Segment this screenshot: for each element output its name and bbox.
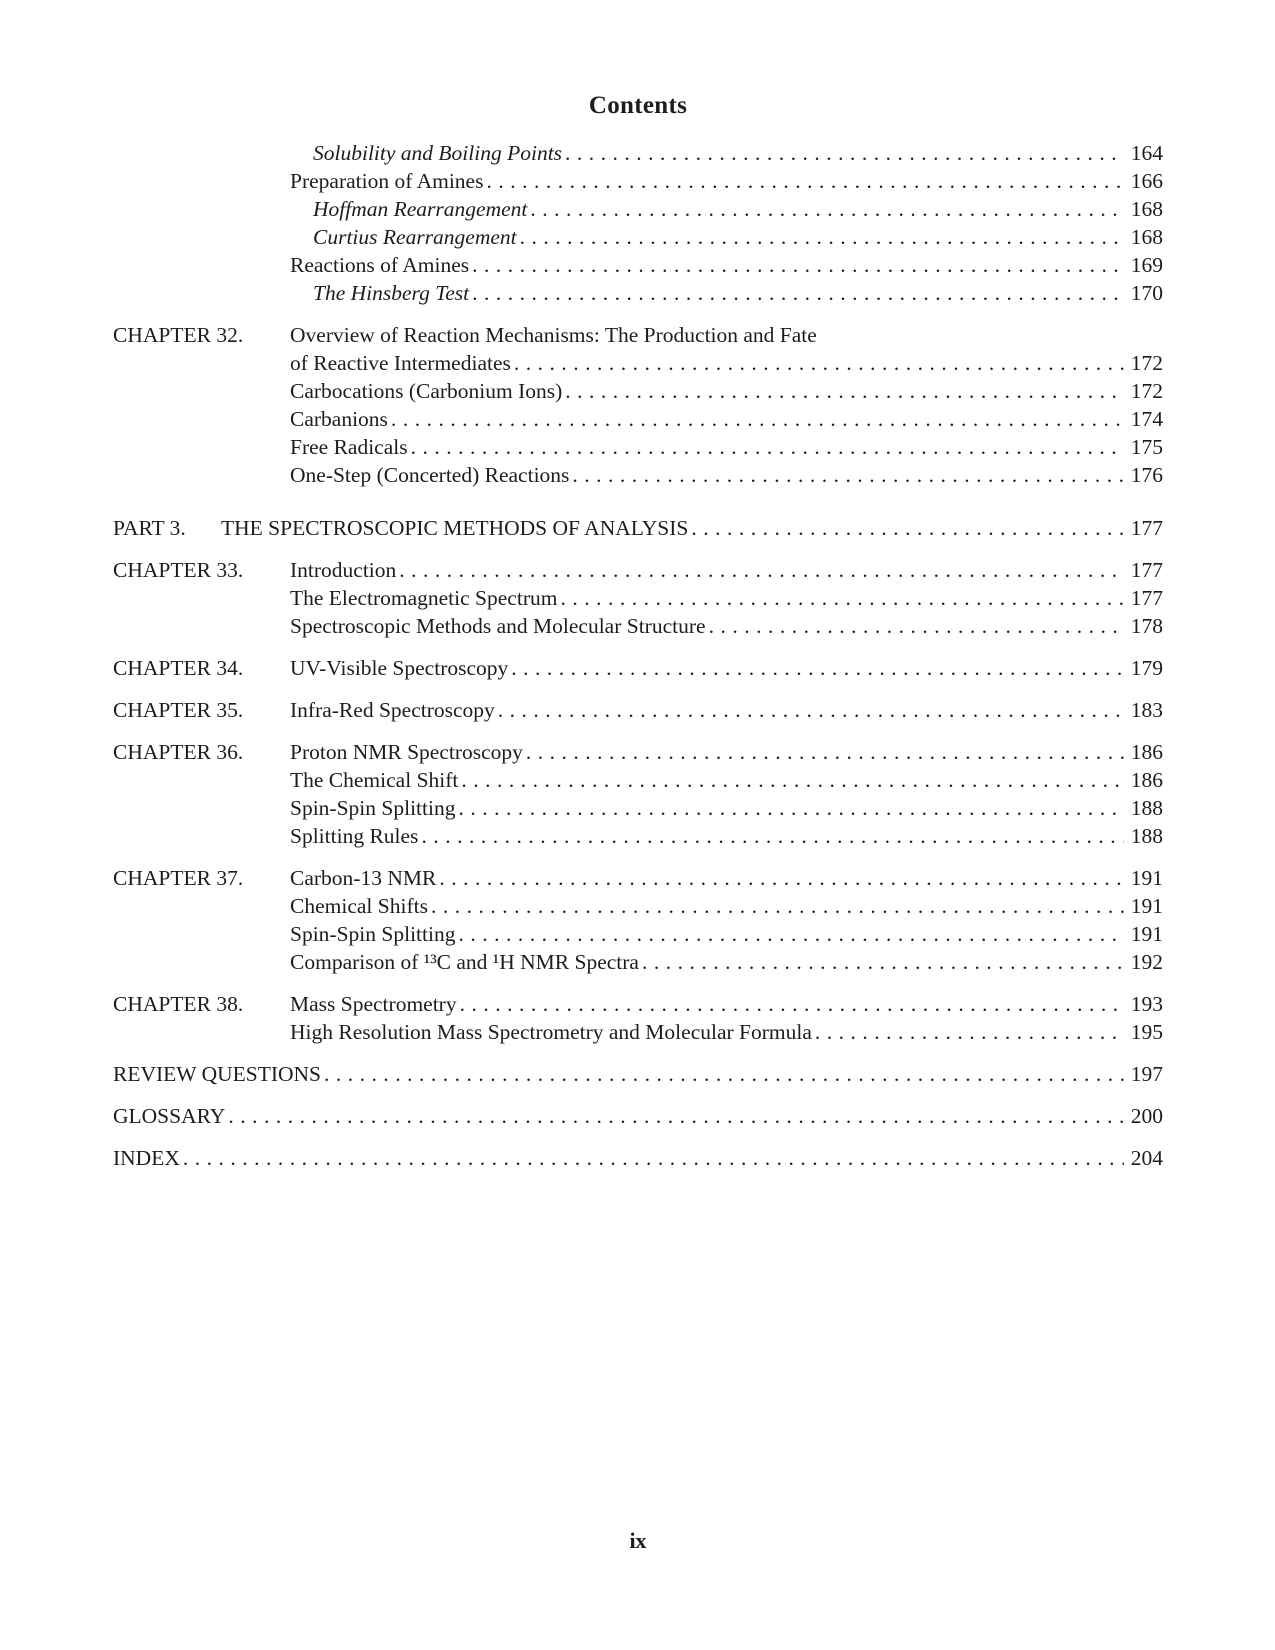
entry-page: 179 <box>1130 656 1163 680</box>
entry-page: 172 <box>1130 351 1163 375</box>
entry-title: Carbocations (Carbonium Ions) <box>290 379 563 403</box>
entry-title: Solubility and Boiling Points <box>313 141 563 165</box>
dot-leader <box>815 1018 1124 1046</box>
dot-leader <box>691 514 1123 542</box>
dot-leader <box>526 738 1124 766</box>
entry-title: Preparation of Amines <box>290 169 484 193</box>
toc-row <box>113 1102 1163 1130</box>
page-number: ix <box>629 1528 647 1553</box>
chapter-label: CHAPTER 34. <box>113 656 244 680</box>
entry-title: Reactions of Amines <box>290 253 470 277</box>
entry-page: 192 <box>1130 950 1163 974</box>
entry-page: 177 <box>1130 558 1163 582</box>
entry-title: of Reactive Intermediates <box>290 351 511 375</box>
toc-row <box>113 556 1163 584</box>
toc-row <box>113 433 1163 461</box>
toc-row <box>113 920 1163 948</box>
toc-row <box>113 1144 1163 1172</box>
dot-leader <box>431 892 1124 920</box>
dot-leader <box>530 195 1123 223</box>
entry-page: 186 <box>1130 768 1163 792</box>
chapter-label: CHAPTER 35. <box>113 698 244 722</box>
toc-row <box>113 405 1163 433</box>
entry-title: Spin-Spin Splitting <box>290 796 456 820</box>
entry-page: 168 <box>1130 225 1163 249</box>
toc-row <box>113 139 1163 167</box>
toc-row <box>113 892 1163 920</box>
dot-leader <box>565 139 1124 167</box>
entry-page: 177 <box>1130 516 1163 540</box>
toc-row <box>113 349 1163 377</box>
entry-page: 168 <box>1130 197 1163 221</box>
dot-leader <box>572 461 1123 489</box>
entry-title: One-Step (Concerted) Reactions <box>290 463 570 487</box>
entry-title: The Hinsberg Test <box>313 281 470 305</box>
chapter-label: CHAPTER 37. <box>113 866 244 890</box>
dot-leader <box>324 1060 1124 1088</box>
dot-leader <box>472 279 1124 307</box>
entry-title: UV-Visible Spectroscopy <box>290 656 509 680</box>
entry-page: 177 <box>1130 586 1163 610</box>
dot-leader <box>458 794 1123 822</box>
entry-page: 186 <box>1130 740 1163 764</box>
entry-page: 204 <box>1130 1146 1163 1170</box>
entry-title: Infra-Red Spectroscopy <box>290 698 495 722</box>
toc-row <box>113 794 1163 822</box>
entry-page: 172 <box>1130 379 1163 403</box>
entry-page: 176 <box>1130 463 1163 487</box>
dot-leader <box>514 349 1124 377</box>
page-title: Contents <box>588 92 688 119</box>
entry-page: 170 <box>1130 281 1163 305</box>
dot-leader <box>565 377 1123 405</box>
dot-leader <box>498 696 1124 724</box>
toc-row <box>113 654 1163 682</box>
dot-leader <box>642 948 1124 976</box>
toc-row <box>113 766 1163 794</box>
dot-leader <box>183 1144 1124 1172</box>
chapter-label: PART 3. <box>113 516 186 540</box>
toc-row <box>113 461 1163 489</box>
toc-row <box>113 223 1163 251</box>
dot-leader <box>520 223 1124 251</box>
entry-page: 188 <box>1130 796 1163 820</box>
toc-row <box>113 822 1163 850</box>
toc-row <box>113 321 1163 349</box>
entry-page: 166 <box>1130 169 1163 193</box>
dot-leader <box>458 920 1123 948</box>
entry-page: 191 <box>1130 894 1163 918</box>
entry-title: Curtius Rearrangement <box>313 225 517 249</box>
entry-page: 195 <box>1130 1020 1163 1044</box>
dot-leader <box>709 612 1124 640</box>
entry-page: 174 <box>1130 407 1163 431</box>
toc-row <box>113 584 1163 612</box>
dot-leader <box>391 405 1124 433</box>
toc-row <box>113 514 1163 542</box>
entry-title: INDEX <box>113 1146 180 1170</box>
entry-title: Spin-Spin Splitting <box>290 922 456 946</box>
chapter-label: CHAPTER 33. <box>113 558 244 582</box>
entry-page: 164 <box>1130 141 1163 165</box>
dot-leader <box>399 556 1123 584</box>
dot-leader <box>228 1102 1123 1130</box>
entry-title: THE SPECTROSCOPIC METHODS OF ANALYSIS <box>221 516 689 540</box>
entry-page: 188 <box>1130 824 1163 848</box>
chapter-label: CHAPTER 38. <box>113 992 244 1016</box>
dot-leader <box>511 654 1123 682</box>
entry-title: Carbanions <box>290 407 388 431</box>
entry-title: Hoffman Rearrangement <box>313 197 528 221</box>
entry-title: Free Radicals <box>290 435 408 459</box>
chapter-label: CHAPTER 36. <box>113 740 244 764</box>
toc-row <box>113 696 1163 724</box>
toc-row <box>113 1060 1163 1088</box>
entry-title: Mass Spectrometry <box>290 992 457 1016</box>
toc-row <box>113 738 1163 766</box>
toc-row <box>113 864 1163 892</box>
entry-page: 200 <box>1130 1104 1163 1128</box>
dot-leader <box>411 433 1124 461</box>
entry-title: The Chemical Shift <box>290 768 459 792</box>
toc-row <box>113 251 1163 279</box>
dot-leader <box>560 584 1123 612</box>
dot-leader <box>461 766 1123 794</box>
entry-page: 169 <box>1130 253 1163 277</box>
toc-row <box>113 167 1163 195</box>
entry-title: High Resolution Mass Spectrometry and Molecular Formula <box>290 1020 812 1044</box>
entry-title: Chemical Shifts <box>290 894 428 918</box>
toc-row <box>113 1018 1163 1046</box>
entry-title: Splitting Rules <box>290 824 419 848</box>
dot-leader <box>460 990 1124 1018</box>
entry-title: GLOSSARY <box>113 1104 226 1128</box>
entry-title: Proton NMR Spectroscopy <box>290 740 523 764</box>
entry-title: The Electromagnetic Spectrum <box>290 586 558 610</box>
toc-row <box>113 612 1163 640</box>
entry-page: 191 <box>1130 866 1163 890</box>
dot-leader <box>472 251 1124 279</box>
chapter-label: CHAPTER 32. <box>113 323 244 347</box>
entry-page: 193 <box>1130 992 1163 1016</box>
entry-title: Spectroscopic Methods and Molecular Structure <box>290 614 706 638</box>
toc-row <box>113 377 1163 405</box>
entry-title: Overview of Reaction Mechanisms: The Production and Fate <box>290 323 817 347</box>
entry-page: 191 <box>1130 922 1163 946</box>
dot-leader <box>486 167 1123 195</box>
entry-page: 183 <box>1130 698 1163 722</box>
toc-row <box>113 195 1163 223</box>
entry-title: Carbon-13 NMR <box>290 866 437 890</box>
toc-row <box>113 948 1163 976</box>
entry-title: REVIEW QUESTIONS <box>113 1062 322 1086</box>
entry-page: 175 <box>1130 435 1163 459</box>
toc-row <box>113 990 1163 1018</box>
dot-leader <box>421 822 1123 850</box>
toc-row <box>113 279 1163 307</box>
entry-page: 197 <box>1130 1062 1163 1086</box>
entry-page: 178 <box>1130 614 1163 638</box>
dot-leader <box>439 864 1123 892</box>
toc-list <box>113 139 1163 1172</box>
entry-title: Introduction <box>290 558 397 582</box>
entry-title: Comparison of ¹³C and ¹H NMR Spectra <box>290 950 639 974</box>
